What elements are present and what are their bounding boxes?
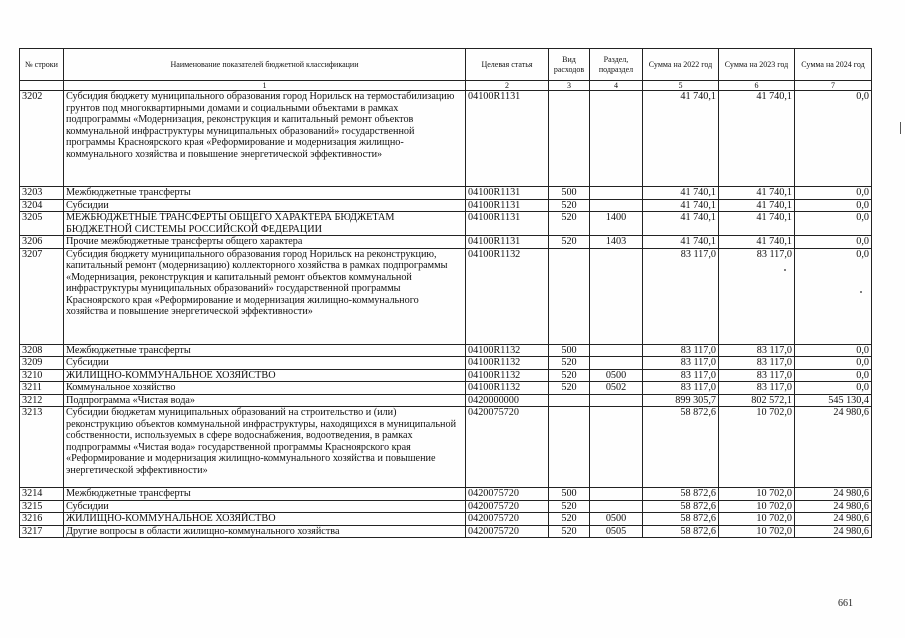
section xyxy=(590,407,643,488)
column-number: 4 xyxy=(590,81,643,91)
expense-type: 500 xyxy=(549,344,590,357)
target-article: 04100R1132 xyxy=(466,248,549,344)
target-article: 04100R1131 xyxy=(466,187,549,200)
section: 0500 xyxy=(590,369,643,382)
header-target-article: Целевая статья xyxy=(466,49,549,81)
indicator-name: Межбюджетные трансферты xyxy=(64,488,466,501)
scan-speck xyxy=(860,291,862,293)
indicator-name: Субсидии xyxy=(64,357,466,370)
sum-2024: 0,0 xyxy=(795,344,872,357)
sum-2024: 0,0 xyxy=(795,236,872,249)
row-number: 3213 xyxy=(20,407,64,488)
section: 0505 xyxy=(590,525,643,538)
column-number: 5 xyxy=(643,81,719,91)
target-article: 04100R1131 xyxy=(466,236,549,249)
indicator-name: Субсидии xyxy=(64,199,466,212)
row-number: 3216 xyxy=(20,513,64,526)
header-sum-2023: Сумма на 2023 год xyxy=(719,49,795,81)
table-row xyxy=(20,357,872,370)
table-row xyxy=(20,344,872,357)
sum-2023: 83 117,0 xyxy=(719,357,795,370)
target-article: 0420075720 xyxy=(466,488,549,501)
target-article: 0420075720 xyxy=(466,525,549,538)
table-row xyxy=(20,369,872,382)
table-row xyxy=(20,382,872,395)
target-article: 0420075720 xyxy=(466,407,549,488)
target-article: 0420075720 xyxy=(466,513,549,526)
sum-2023: 41 740,1 xyxy=(719,236,795,249)
header-section: Раздел, подраздел xyxy=(590,49,643,81)
indicator-name: Межбюджетные трансферты xyxy=(64,344,466,357)
sum-2022: 899 305,7 xyxy=(643,394,719,407)
sum-2022: 41 740,1 xyxy=(643,212,719,236)
sum-2023: 10 702,0 xyxy=(719,500,795,513)
budget-table xyxy=(19,48,872,538)
sum-2023: 10 702,0 xyxy=(719,513,795,526)
row-number: 3202 xyxy=(20,91,64,187)
section: 1400 xyxy=(590,212,643,236)
sum-2022: 58 872,6 xyxy=(643,488,719,501)
target-article: 04100R1131 xyxy=(466,212,549,236)
row-number: 3206 xyxy=(20,236,64,249)
indicator-name: Субсидии xyxy=(64,500,466,513)
sum-2022: 83 117,0 xyxy=(643,382,719,395)
target-article: 04100R1132 xyxy=(466,357,549,370)
row-number: 3204 xyxy=(20,199,64,212)
indicator-name: Коммунальное хозяйство xyxy=(64,382,466,395)
indicator-name: ЖИЛИЩНО-КОММУНАЛЬНОЕ ХОЗЯЙСТВО xyxy=(64,513,466,526)
expense-type: 500 xyxy=(549,488,590,501)
target-article: 0420000000 xyxy=(466,394,549,407)
section xyxy=(590,344,643,357)
table-row xyxy=(20,236,872,249)
row-number: 3217 xyxy=(20,525,64,538)
sum-2022: 58 872,6 xyxy=(643,500,719,513)
table-row xyxy=(20,199,872,212)
section xyxy=(590,488,643,501)
sum-2024: 0,0 xyxy=(795,248,872,344)
expense-type: 520 xyxy=(549,199,590,212)
section xyxy=(590,199,643,212)
indicator-name: Субсидия бюджету муниципального образования город Норильск на термостабилизацию грунтов под многоквартирными домами и социальными объектами в рамках подпрограммы «Модернизация, реконструкция и капитальный ремонт объектов коммунальной инфраструктуры муниципальных образований» государственной программы Красноярского края «Реформирование и модернизация жилищно-коммунального хозяйства и повышение энергетической эффективности» xyxy=(64,91,466,187)
expense-type: 520 xyxy=(549,236,590,249)
indicator-name: Прочие межбюджетные трансферты общего характера xyxy=(64,236,466,249)
indicator-name: Субсидии бюджетам муниципальных образований на строительство и (или) реконструкцию объектов коммунальной инфраструктуры, находящихся в муниципальной собственности, используемых в сфере водоснабжения, водоотведения, в рамках подпрограммы «Чистая вода» государственной программы Красноярского края «Реформирование и модернизация жилищно-коммунального хозяйства и повышение энергетической эффективности» xyxy=(64,407,466,488)
sum-2022: 83 117,0 xyxy=(643,369,719,382)
sum-2023: 10 702,0 xyxy=(719,488,795,501)
column-number: 7 xyxy=(795,81,872,91)
expense-type xyxy=(549,91,590,187)
target-article: 0420075720 xyxy=(466,500,549,513)
target-article: 04100R1132 xyxy=(466,344,549,357)
indicator-name: Межбюджетные трансферты xyxy=(64,187,466,200)
header-sum-2024: Сумма на 2024 год xyxy=(795,49,872,81)
column-number-row xyxy=(20,81,872,91)
column-number: 3 xyxy=(549,81,590,91)
expense-type: 520 xyxy=(549,357,590,370)
row-number: 3208 xyxy=(20,344,64,357)
scan-speck xyxy=(784,269,786,271)
sum-2023: 41 740,1 xyxy=(719,91,795,187)
table-row xyxy=(20,394,872,407)
table-body xyxy=(20,91,872,538)
expense-type: 520 xyxy=(549,500,590,513)
header-expense-type: Вид расходов xyxy=(549,49,590,81)
sum-2022: 83 117,0 xyxy=(643,357,719,370)
target-article: 04100R1132 xyxy=(466,369,549,382)
expense-type: 520 xyxy=(549,525,590,538)
target-article: 04100R1131 xyxy=(466,91,549,187)
sum-2023: 802 572,1 xyxy=(719,394,795,407)
indicator-name: Подпрограмма «Чистая вода» xyxy=(64,394,466,407)
sum-2024: 0,0 xyxy=(795,212,872,236)
expense-type: 520 xyxy=(549,382,590,395)
expense-type: 500 xyxy=(549,187,590,200)
page-number: 661 xyxy=(838,598,853,609)
expense-type xyxy=(549,407,590,488)
sum-2024: 24 980,6 xyxy=(795,513,872,526)
row-number: 3212 xyxy=(20,394,64,407)
sum-2024: 0,0 xyxy=(795,382,872,395)
target-article: 04100R1131 xyxy=(466,199,549,212)
header-row-number: № строки xyxy=(20,49,64,81)
sum-2023: 83 117,0 xyxy=(719,369,795,382)
sum-2024: 24 980,6 xyxy=(795,488,872,501)
row-number: 3205 xyxy=(20,212,64,236)
sum-2024: 0,0 xyxy=(795,91,872,187)
sum-2024: 0,0 xyxy=(795,369,872,382)
sum-2023: 41 740,1 xyxy=(719,187,795,200)
sum-2024: 24 980,6 xyxy=(795,500,872,513)
sum-2024: 24 980,6 xyxy=(795,525,872,538)
sum-2022: 58 872,6 xyxy=(643,525,719,538)
table-row xyxy=(20,248,872,344)
sum-2023: 83 117,0 xyxy=(719,344,795,357)
expense-type xyxy=(549,394,590,407)
section xyxy=(590,394,643,407)
sum-2022: 58 872,6 xyxy=(643,407,719,488)
sum-2022: 41 740,1 xyxy=(643,236,719,249)
sum-2022: 41 740,1 xyxy=(643,91,719,187)
indicator-name: Субсидия бюджету муниципального образования город Норильск на реконструкцию, капитальный ремонт (модернизацию) коллекторного хозяйства в рамках подпрограммы «Модернизация, реконструкция и капитальный ремонт объектов коммунальной инфраструктуры муниципальных образований» государственной программы Красноярского края «Реформирование и модернизация жилищно-коммунального хозяйства и повышение энергетической эффективности» xyxy=(64,248,466,344)
expense-type: 520 xyxy=(549,369,590,382)
section xyxy=(590,357,643,370)
indicator-name: Другие вопросы в области жилищно-коммунального хозяйства xyxy=(64,525,466,538)
sum-2022: 41 740,1 xyxy=(643,187,719,200)
row-number: 3215 xyxy=(20,500,64,513)
column-number: 2 xyxy=(466,81,549,91)
column-number: 6 xyxy=(719,81,795,91)
target-article: 04100R1132 xyxy=(466,382,549,395)
sum-2023: 83 117,0 xyxy=(719,248,795,344)
table-row xyxy=(20,91,872,187)
sum-2023: 83 117,0 xyxy=(719,382,795,395)
expense-type xyxy=(549,248,590,344)
row-number: 3203 xyxy=(20,187,64,200)
section: 1403 xyxy=(590,236,643,249)
column-number: 1 xyxy=(64,81,466,91)
sum-2022: 83 117,0 xyxy=(643,344,719,357)
sum-2024: 24 980,6 xyxy=(795,407,872,488)
sum-2023: 41 740,1 xyxy=(719,199,795,212)
row-number: 3209 xyxy=(20,357,64,370)
section xyxy=(590,248,643,344)
section xyxy=(590,500,643,513)
expense-type: 520 xyxy=(549,212,590,236)
scan-edge-mark xyxy=(900,122,901,134)
sum-2023: 10 702,0 xyxy=(719,407,795,488)
indicator-name: МЕЖБЮДЖЕТНЫЕ ТРАНСФЕРТЫ ОБЩЕГО ХАРАКТЕРА БЮДЖЕТАМ БЮДЖЕТНОЙ СИСТЕМЫ РОССИЙСКОЙ ФЕДЕРАЦИИ xyxy=(64,212,466,236)
table-row xyxy=(20,525,872,538)
table-row xyxy=(20,513,872,526)
row-number: 3210 xyxy=(20,369,64,382)
table-row xyxy=(20,407,872,488)
table-row xyxy=(20,212,872,236)
row-number: 3207 xyxy=(20,248,64,344)
section: 0502 xyxy=(590,382,643,395)
section xyxy=(590,91,643,187)
expense-type: 520 xyxy=(549,513,590,526)
column-number xyxy=(20,81,64,91)
header-sum-2022: Сумма на 2022 год xyxy=(643,49,719,81)
sum-2024: 0,0 xyxy=(795,357,872,370)
row-number: 3211 xyxy=(20,382,64,395)
sum-2024: 545 130,4 xyxy=(795,394,872,407)
sum-2023: 41 740,1 xyxy=(719,212,795,236)
sum-2024: 0,0 xyxy=(795,187,872,200)
section xyxy=(590,187,643,200)
header-indicator-name: Наименование показателей бюджетной классификации xyxy=(64,49,466,81)
sum-2023: 10 702,0 xyxy=(719,525,795,538)
row-number: 3214 xyxy=(20,488,64,501)
table-row xyxy=(20,187,872,200)
sum-2022: 58 872,6 xyxy=(643,513,719,526)
table-row xyxy=(20,500,872,513)
indicator-name: ЖИЛИЩНО-КОММУНАЛЬНОЕ ХОЗЯЙСТВО xyxy=(64,369,466,382)
section: 0500 xyxy=(590,513,643,526)
sum-2024: 0,0 xyxy=(795,199,872,212)
sum-2022: 41 740,1 xyxy=(643,199,719,212)
header-row xyxy=(20,49,872,81)
sum-2022: 83 117,0 xyxy=(643,248,719,344)
table-row xyxy=(20,488,872,501)
